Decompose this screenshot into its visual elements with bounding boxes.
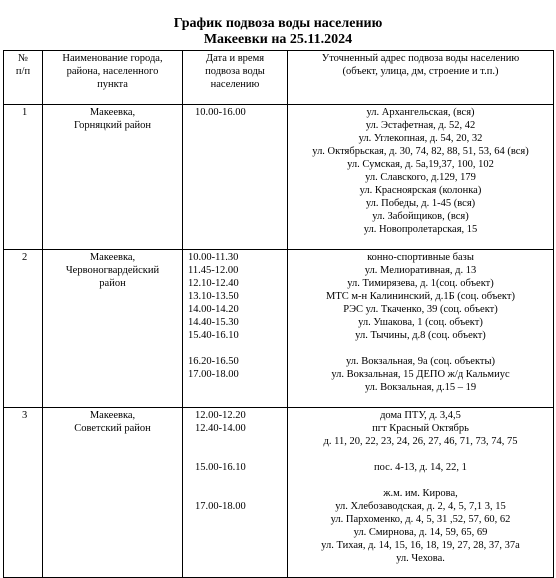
row-number: 2 xyxy=(4,250,43,408)
time-gap xyxy=(195,448,287,461)
address-line: ул. Чехова. xyxy=(396,553,445,564)
table-row xyxy=(4,105,554,250)
address-line: ул. Вокзальная, 15 ДЕПО ж/д Кальмиус xyxy=(331,369,510,380)
header-time-line: Дата и время xyxy=(205,53,265,64)
row-times xyxy=(183,105,288,250)
time-slot: 12.10-12.40 xyxy=(188,278,239,289)
header-address xyxy=(288,51,554,105)
time-gap xyxy=(195,487,287,500)
header-row xyxy=(4,51,554,105)
address-line: ул. Славского, д.129, 179 xyxy=(365,172,476,183)
address-line: ул. Архангельская, (вся) xyxy=(366,107,475,118)
city-line: Макеевка, xyxy=(89,107,136,118)
time-slot: 10.00-11.30 xyxy=(188,252,239,263)
address-line: ул. Красноярская (колонка) xyxy=(359,185,482,196)
row-number: 1 xyxy=(4,105,43,250)
row-times xyxy=(183,408,288,578)
time-slot: 11.45-12.00 xyxy=(188,265,239,276)
address-line: ул. Углекопная, д. 54, 20, 32 xyxy=(358,133,483,144)
header-num-line: п/п xyxy=(15,66,31,77)
address-line: д. 11, 20, 22, 23, 24, 26, 27, 46, 71, 73, 74, 75 xyxy=(323,436,518,447)
time-gap xyxy=(188,342,287,355)
table-row xyxy=(4,408,554,578)
time-slot: 12.40-14.00 xyxy=(195,423,246,434)
address-line: ул. Эстафетная, д. 52, 42 xyxy=(365,120,476,131)
time-slot: 14.00-14.20 xyxy=(188,304,239,315)
address-line: пос. 4-13, д. 14, 22, 1 xyxy=(374,462,467,473)
time-slot: 12.00-12.20 xyxy=(195,410,246,421)
time-slot: 17.00-18.00 xyxy=(195,501,246,512)
address-line: ул. Тимирязева, д. 1(соц. объект) xyxy=(347,278,494,289)
header-time-line: подвоза воды xyxy=(205,66,265,77)
address-line: ул. Хлебозаводская, д. 2, 4, 5, 7,1 3, 15 xyxy=(335,501,506,512)
address-line: ул. Мелиоративная, д. 13 xyxy=(364,265,477,276)
time-slot: 16.20-16.50 xyxy=(188,356,239,367)
address-line: ул. Сумская, д. 5а,19,37, 100, 102 xyxy=(347,159,494,170)
header-address-line: (объект, улица, дм, строение и т.п.) xyxy=(342,66,499,77)
time-slot: 10.00-16.00 xyxy=(195,107,246,118)
city-line: Горняцкий район xyxy=(73,120,152,131)
header-address-line: Уточненный адрес подвоза воды населению xyxy=(321,53,520,64)
address-line: ул. Смирнова, д. 14, 59, 65, 69 xyxy=(353,527,488,538)
header-city-line: Наименование города, xyxy=(62,53,163,64)
header-num-line: № xyxy=(17,53,29,64)
address-line: пгт Красный Октябрь xyxy=(372,423,469,434)
address-line: ул. Октябрьская, д. 30, 74, 82, 88, 51, 53, 64 (вся) xyxy=(312,146,529,157)
address-line: ул. Забойщиков, (вся) xyxy=(372,211,469,222)
header-num xyxy=(4,51,43,105)
address-line: ул. Пархоменко, д. 4, 5, 31 ,52, 57, 60, 62 xyxy=(330,514,511,525)
time-slot: 15.00-16.10 xyxy=(195,462,246,473)
header-city-line: пункта xyxy=(97,79,128,90)
time-gap xyxy=(195,474,287,487)
time-gap xyxy=(195,435,287,448)
city-line: Советский район xyxy=(74,423,151,434)
row-city xyxy=(43,250,183,408)
document-subtitle-date: Макеевки на 25.11.2024 xyxy=(203,32,353,47)
address-line: ж.м. им. Кирова, xyxy=(383,488,458,499)
row-addresses xyxy=(288,105,554,250)
address-line: ул. Победы, д. 1-45 (вся) xyxy=(365,198,476,209)
city-line: Червоногвардейский xyxy=(65,265,160,276)
time-slot: 13.10-13.50 xyxy=(188,291,239,302)
address-line: МТС м-н Калининский, д.1Б (соц. объект) xyxy=(326,291,515,302)
header-city xyxy=(43,51,183,105)
address-gap xyxy=(288,448,553,461)
header-city-line: района, населенного xyxy=(66,66,159,77)
address-gap xyxy=(288,474,553,487)
address-line: ул. Ушакова, 1 (соц. объект) xyxy=(358,317,483,328)
city-line: район xyxy=(99,278,126,289)
address-line: ул. Тычины, д.8 (соц. объект) xyxy=(355,330,486,341)
address-gap xyxy=(288,342,553,355)
row-city xyxy=(43,408,183,578)
table-row xyxy=(4,250,554,408)
header-time-line: населению xyxy=(210,79,260,90)
city-line: Макеевка, xyxy=(89,410,136,421)
row-addresses xyxy=(288,408,554,578)
address-line: ул. Вокзальная, 9а (соц. объекты) xyxy=(345,356,496,367)
address-line: ул. Новопролетарская, 15 xyxy=(363,224,478,235)
header-time xyxy=(183,51,288,105)
address-line: ул. Тихая, д. 14, 15, 16, 18, 19, 27, 28, 37, 37а xyxy=(321,540,520,551)
row-times xyxy=(183,250,288,408)
address-line: конно-спортивные базы xyxy=(367,252,474,263)
address-line: ул. Вокзальная, д.15 – 19 xyxy=(364,382,477,393)
row-number: 3 xyxy=(4,408,43,578)
address-line: дома ПТУ, д. 3,4,5 xyxy=(380,410,461,421)
row-city xyxy=(43,105,183,250)
water-schedule-table xyxy=(3,50,554,578)
document-title: График подвоза воды населению xyxy=(173,16,383,31)
row-addresses xyxy=(288,250,554,408)
time-slot: 17.00-18.00 xyxy=(188,369,239,380)
time-slot: 14.40-15.30 xyxy=(188,317,239,328)
time-slot: 15.40-16.10 xyxy=(188,330,239,341)
city-line: Макеевка, xyxy=(89,252,136,263)
address-line: РЭС ул. Ткаченко, 39 (соц. объект) xyxy=(343,304,498,315)
